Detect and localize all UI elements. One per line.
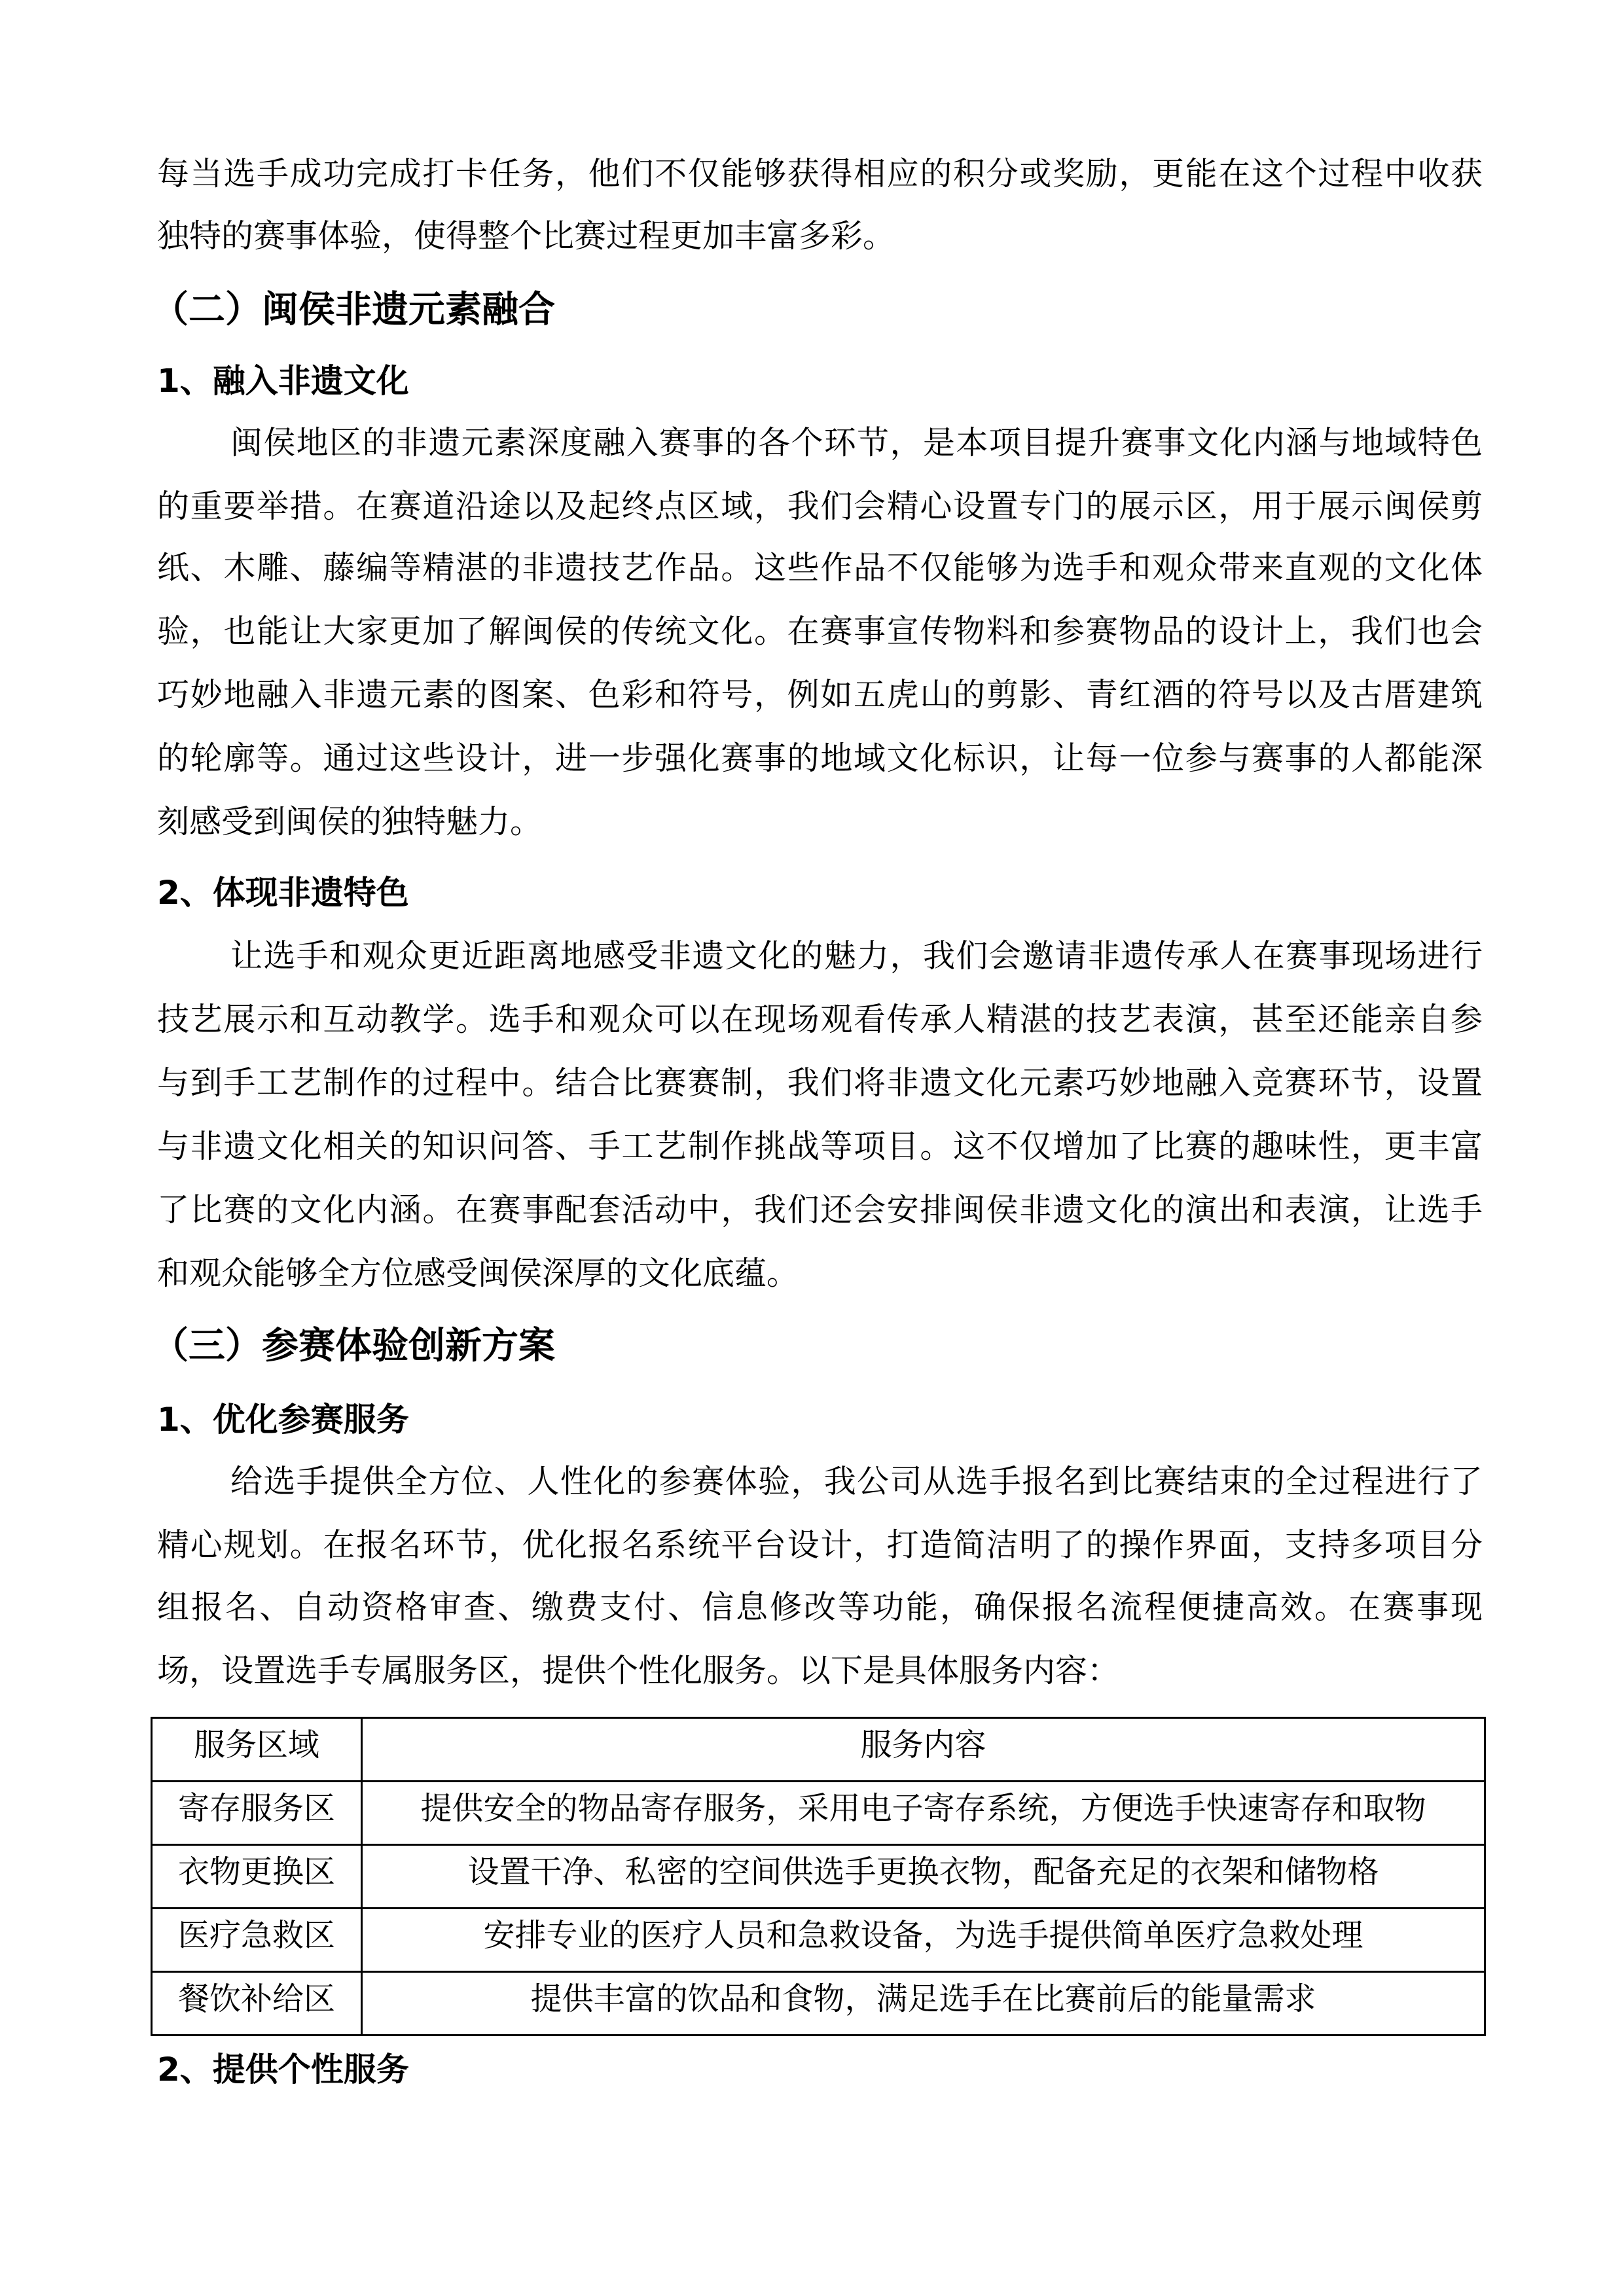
paragraph-line: 闽侯地区的非遗元素深度融入赛事的各个环节，是本项目提升赛事文化内涵与地域特色 (230, 424, 1483, 461)
paragraph-line: 给选手提供全方位、人性化的参赛体验，我公司从选手报名到比赛结束的全过程进行了 (230, 1463, 1483, 1500)
paragraph-line: 独特的赛事体验，使得整个比赛过程更加丰富多彩。 (157, 217, 895, 255)
table-cell: 衣物更换区 (152, 1845, 362, 1909)
paragraph-line: 与非遗文化相关的知识问答、手工艺制作挑战等项目。这不仅增加了比赛的趣味性，更丰富 (157, 1128, 1483, 1165)
paragraph-line: 的重要举措。在赛道沿途以及起终点区域，我们会精心设置专门的展示区，用于展示闽侯剪 (157, 488, 1483, 525)
table-cell: 提供安全的物品寄存服务，采用电子寄存系统，方便选手快速寄存和取物 (362, 1782, 1485, 1845)
table-cell: 设置干净、私密的空间供选手更换衣物，配备充足的衣架和储物格 (362, 1845, 1485, 1909)
table-header-cell: 服务内容 (362, 1718, 1485, 1782)
table-cell: 餐饮补给区 (152, 1972, 362, 2036)
paragraph-line: 让选手和观众更近距离地感受非遗文化的魅力，我们会邀请非遗传承人在赛事现场进行 (230, 937, 1483, 975)
paragraph-line: 巧妙地融入非遗元素的图案、色彩和符号，例如五虎山的剪影、青红酒的符号以及古厝建筑 (157, 676, 1483, 713)
section-heading: 2、体现非遗特色 (157, 874, 409, 912)
table-cell: 安排专业的医疗人员和急救设备，为选手提供简单医疗急救处理 (362, 1909, 1485, 1972)
table-cell: 提供丰富的饮品和食物，满足选手在比赛前后的能量需求 (362, 1972, 1485, 2036)
section-heading: 2、提供个性服务 (157, 2051, 409, 2089)
table-header-row (152, 1718, 1485, 1782)
paragraph-line: 验，也能让大家更加了解闽侯的传统文化。在赛事宣传物料和参赛物品的设计上，我们也会 (157, 613, 1483, 650)
paragraph-line: 组报名、自动资格审查、缴费支付、信息修改等功能，确保报名流程便捷高效。在赛事现 (157, 1588, 1483, 1626)
table-row (152, 1845, 1485, 1909)
section-heading: 1、融入非遗文化 (157, 362, 409, 400)
section-title: （二）闽侯非遗元素融合 (152, 289, 555, 331)
table-row (152, 1782, 1485, 1845)
service-table (151, 1717, 1486, 2036)
paragraph-line: 技艺展示和互动教学。选手和观众可以在现场观看传承人精湛的技艺表演，甚至还能亲自参 (157, 1001, 1483, 1038)
section-heading: 1、优化参赛服务 (157, 1401, 409, 1439)
paragraph-line: 纸、木雕、藤编等精湛的非遗技艺作品。这些作品不仅能够为选手和观众带来直观的文化体 (157, 549, 1483, 586)
table-cell: 寄存服务区 (152, 1782, 362, 1845)
table-cell: 医疗急救区 (152, 1909, 362, 1972)
paragraph-line: 场，设置选手专属服务区，提供个性化服务。以下是具体服务内容： (157, 1652, 1120, 1689)
table-row (152, 1972, 1485, 2036)
paragraph-line: 每当选手成功完成打卡任务，他们不仅能够获得相应的积分或奖励，更能在这个过程中收获 (157, 155, 1483, 192)
section-title: （三）参赛体验创新方案 (152, 1325, 555, 1367)
paragraph-line: 刻感受到闽侯的独特魅力。 (157, 803, 543, 840)
paragraph-line: 的轮廓等。通过这些设计，进一步强化赛事的地域文化标识，让每一位参与赛事的人都能深 (157, 740, 1483, 777)
table-header-cell: 服务区域 (152, 1718, 362, 1782)
table-row (152, 1909, 1485, 1972)
paragraph-line: 精心规划。在报名环节，优化报名系统平台设计，打造简洁明了的操作界面，支持多项目分 (157, 1526, 1483, 1564)
paragraph-line: 和观众能够全方位感受闽侯深厚的文化底蕴。 (157, 1255, 799, 1292)
paragraph-line: 与到手工艺制作的过程中。结合比赛赛制，我们将非遗文化元素巧妙地融入竞赛环节，设置 (157, 1064, 1483, 1102)
paragraph-line: 了比赛的文化内涵。在赛事配套活动中，我们还会安排闽侯非遗文化的演出和表演，让选手 (157, 1191, 1483, 1229)
